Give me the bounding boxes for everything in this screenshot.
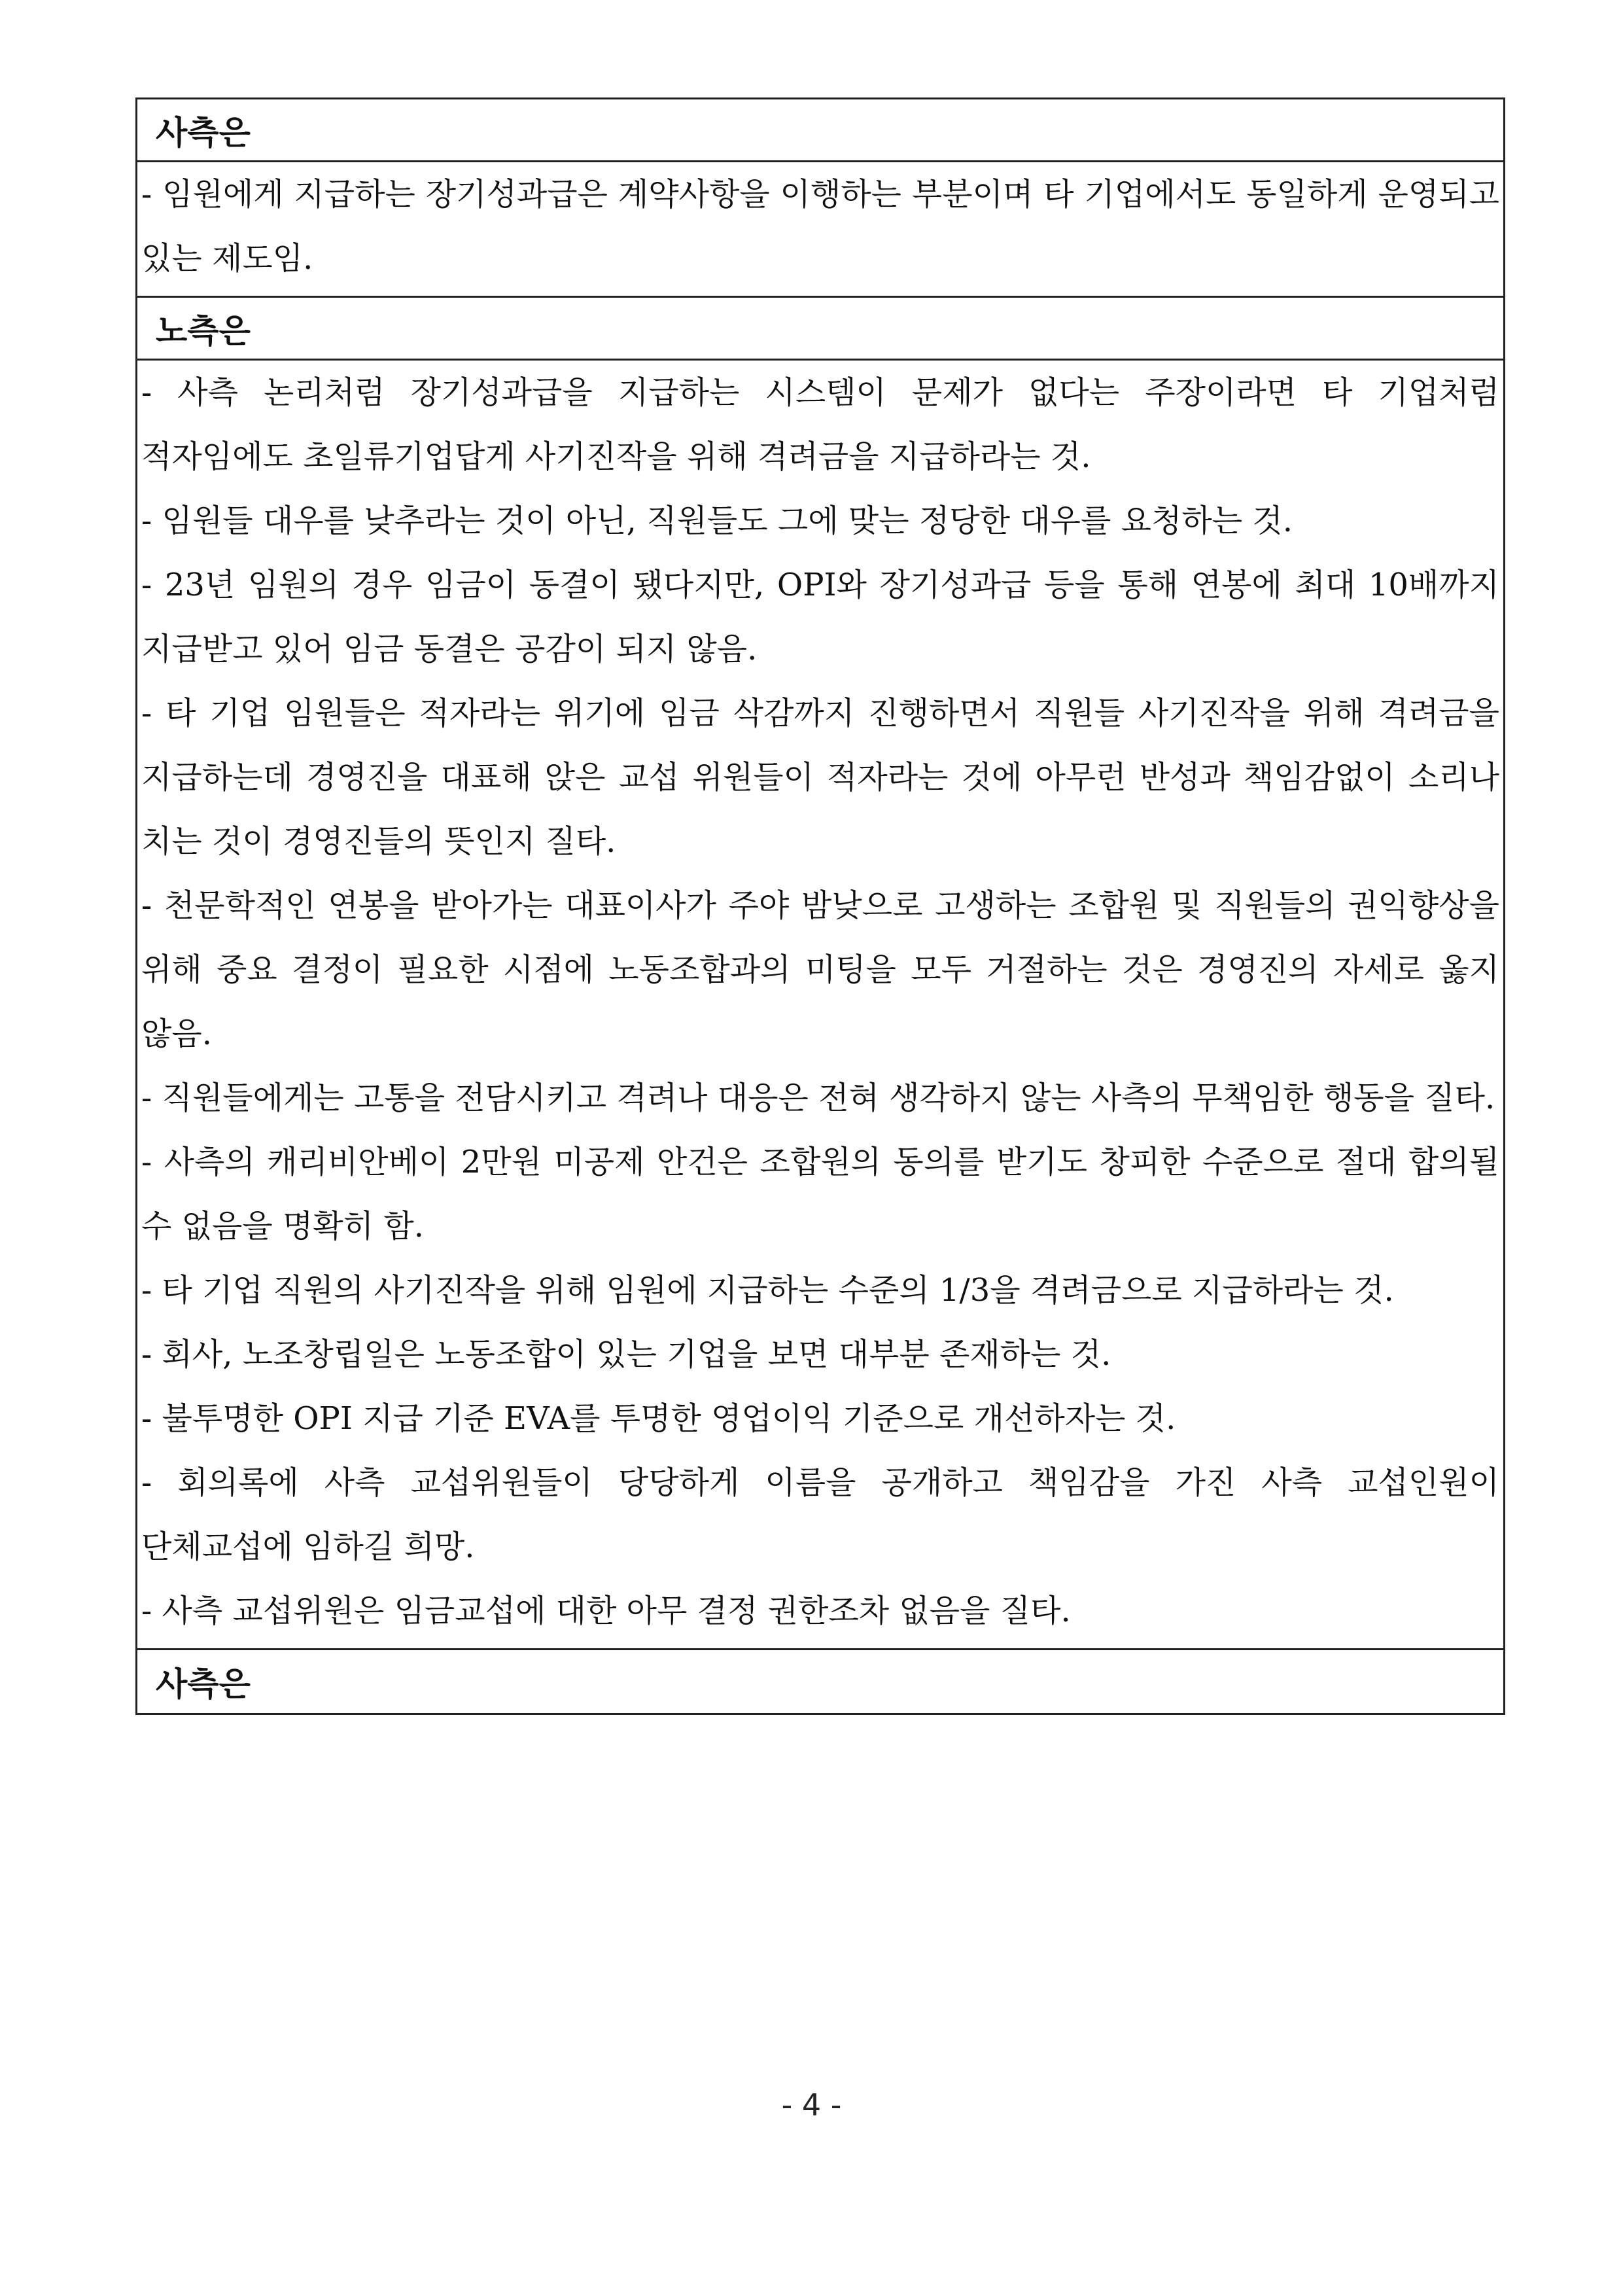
section-content-company [137, 162, 1503, 298]
section-heading-company: 사측은 [137, 99, 1503, 162]
page-number: - 4 - [781, 2087, 842, 2123]
section-heading-union: 노측은 [137, 298, 1503, 361]
paragraph: - 23년 임원의 경우 임금이 동결이 됐다지만, OPI와 장기성과급 등을 통해 연봉에 최대 10배까지 지급받고 있어 임금 동결은 공감이 되지 않음. [141, 567, 1499, 667]
paragraph: - 천문학적인 연봉을 받아가는 대표이사가 주야 밤낮으로 고생하는 조합원 및 직원들의 권익향상을 위해 중요 결정이 필요한 시점에 노동조합과의 미팅을 모두 거절하는 것은 경영진의 자세로 옳지 않음. [141, 887, 1499, 1052]
paragraph: - 사측의 캐리비안베이 2만원 미공제 안건은 조합원의 동의를 받기도 창피한 수준으로 절대 합의될 수 없음을 명확히 함. [141, 1144, 1499, 1245]
paragraph: - 타 기업 직원의 사기진작을 위해 임원에 지급하는 수준의 1/3을 격려금으로 지급하라는 것. [141, 1272, 1394, 1309]
section-content-union [137, 361, 1503, 1650]
paragraph: - 임원에게 지급하는 장기성과급은 계약사항을 이행하는 부분이며 타 기업에서도 동일하게 운영되고 있는 제도임. [141, 176, 1499, 277]
paragraph: - 임원들 대우를 낮추라는 것이 아닌, 직원들도 그에 맞는 정당한 대우를 요청하는 것. [141, 503, 1293, 539]
paragraph: - 사측 교섭위원은 임금교섭에 대한 아무 결정 권한조차 없음을 질타. [141, 1593, 1071, 1629]
paragraph: - 타 기업 임원들은 적자라는 위기에 임금 삭감까지 진행하면서 직원들 사기진작을 위해 격려금을 지급하는데 경영진을 대표해 앉은 교섭 위원들이 적자라는 것에 아무런 반성과 책임감없이 소리나 치는 것이 경영진들의 뜻인지 질타. [141, 695, 1499, 860]
paragraph: - 직원들에게는 고통을 전담시키고 격려나 대응은 전혀 생각하지 않는 사측의 무책임한 행동을 질타. [141, 1080, 1495, 1116]
minutes-table [135, 97, 1505, 1715]
paragraph: - 회사, 노조창립일은 노동조합이 있는 기업을 보면 대부분 존재하는 것. [141, 1336, 1111, 1373]
paragraph: - 회의록에 사측 교섭위원들이 당당하게 이름을 공개하고 책임감을 가진 사측 교섭인원이 단체교섭에 임하길 희망. [141, 1464, 1499, 1565]
paragraph: - 사측 논리처럼 장기성과급을 지급하는 시스템이 문제가 없다는 주장이라면 타 기업처럼 적자임에도 초일류기업답게 사기진작을 위해 격려금을 지급하라는 것. [141, 374, 1499, 475]
section-heading-company-2: 사측은 [156, 1665, 251, 1703]
paragraph: - 불투명한 OPI 지급 기준 EVA를 투명한 영업이익 기준으로 개선하자는 것. [141, 1400, 1176, 1437]
